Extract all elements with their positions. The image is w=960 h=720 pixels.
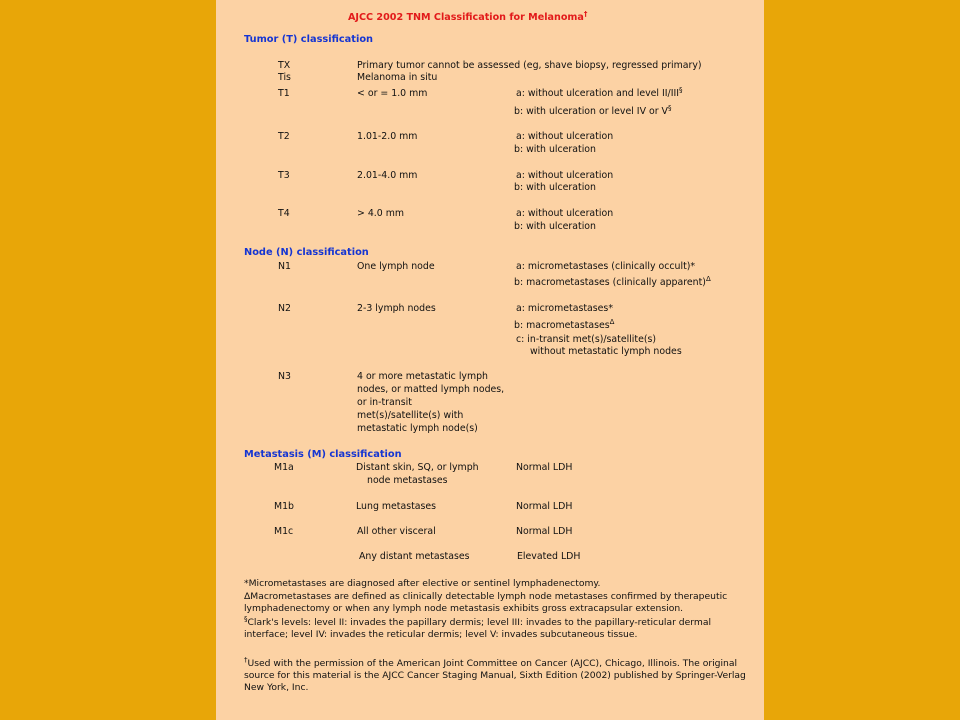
row-sub-b-t3: b: with ulceration bbox=[514, 182, 596, 193]
row-desc-t1: < or = 1.0 mm bbox=[357, 88, 428, 99]
row-sub-c-n2: c: in-transit met(s)/satellite(s) bbox=[516, 334, 657, 345]
row-desc-t2: 1.01-2.0 mm bbox=[357, 131, 418, 142]
section-mark: § bbox=[244, 615, 248, 623]
row-ldh-m1c: Normal LDH bbox=[516, 526, 573, 537]
row-sub-b-n2 bbox=[514, 320, 614, 332]
sub-b-text: b: with ulceration or level IV or V bbox=[514, 106, 668, 117]
delta-mark: Δ bbox=[609, 318, 615, 326]
row-desc-n3-line2: nodes, or matted lymph nodes, bbox=[357, 384, 505, 395]
row-sub-a-n1: a: micrometastases (clinically occult)* bbox=[516, 261, 696, 272]
title-dagger-mark: † bbox=[583, 10, 588, 18]
row-code-t4: T4 bbox=[278, 208, 290, 219]
row-sub-a-t4: a: without ulceration bbox=[516, 208, 614, 219]
row-code-t3: T3 bbox=[278, 170, 290, 181]
row-desc-m1c: All other visceral bbox=[357, 526, 436, 537]
row-code-m1a: M1a bbox=[274, 462, 294, 473]
row-desc-t4: > 4.0 mm bbox=[357, 208, 404, 219]
delta-mark: Δ bbox=[244, 591, 251, 602]
row-sub-a-t3: a: without ulceration bbox=[516, 170, 614, 181]
footnote-macrometastases bbox=[244, 591, 754, 615]
row-desc2-m1a: node metastases bbox=[367, 475, 448, 486]
delta-mark: Δ bbox=[705, 275, 711, 283]
section-mark: § bbox=[667, 104, 672, 112]
row-desc-n3-line4: met(s)/satellite(s) with bbox=[357, 410, 464, 421]
row-code-tis: Tis bbox=[278, 72, 291, 83]
row-code-n1: N1 bbox=[278, 261, 291, 272]
row-desc-n1: One lymph node bbox=[357, 261, 435, 272]
row-code-t2: T2 bbox=[278, 131, 290, 142]
row-code-t1: T1 bbox=[278, 88, 290, 99]
dagger-mark: † bbox=[244, 656, 248, 664]
row-desc-tis: Melanoma in situ bbox=[357, 72, 438, 83]
footnote-permission-text: Used with the permission of the American Joint Committee on Cancer (AJCC), Chicago, Illinois. The original source for this material is the AJCC Cancer Staging Manual, Sixth Edition (2002) published by Springer-Verlag New York, Inc. bbox=[244, 658, 746, 693]
sub-b-text: b: macrometastases bbox=[514, 320, 610, 331]
row-desc-m1b: Lung metastases bbox=[356, 501, 437, 512]
page-title bbox=[348, 12, 587, 24]
sub-b-text: b: macrometastases (clinically apparent) bbox=[514, 277, 706, 288]
footnote-clark-levels bbox=[244, 617, 754, 641]
row-sub-c2-n2: without metastatic lymph nodes bbox=[530, 346, 682, 357]
row-ldh-any-distant: Elevated LDH bbox=[517, 551, 581, 562]
row-desc-tx: Primary tumor cannot be assessed (eg, shave biopsy, regressed primary) bbox=[357, 60, 702, 71]
footnote-micrometastases: *Micrometastases are diagnosed after elective or sentinel lymphadenectomy. bbox=[244, 578, 601, 589]
row-sub-b-t4: b: with ulceration bbox=[514, 221, 596, 232]
title-text: AJCC 2002 TNM Classification for Melanoma bbox=[348, 12, 584, 23]
row-code-n3: N3 bbox=[278, 371, 291, 382]
document-page bbox=[216, 0, 764, 720]
row-sub-a-n2: a: micrometastases* bbox=[516, 303, 614, 314]
row-ldh-m1b: Normal LDH bbox=[516, 501, 573, 512]
row-sub-a-t2: a: without ulceration bbox=[516, 131, 614, 142]
row-sub-b-t1 bbox=[514, 106, 671, 118]
section-mark: § bbox=[679, 86, 683, 94]
row-desc-t3: 2.01-4.0 mm bbox=[357, 170, 418, 181]
row-desc-any-distant: Any distant metastases bbox=[359, 551, 470, 562]
row-code-n2: N2 bbox=[278, 303, 291, 314]
row-ldh-m1a: Normal LDH bbox=[516, 462, 573, 473]
row-desc-n3-line1: 4 or more metastatic lymph bbox=[357, 371, 488, 382]
row-sub-a-t1 bbox=[516, 88, 683, 100]
sub-a-text: a: without ulceration and level II/III bbox=[516, 88, 679, 99]
row-desc-n3-line3: or in-transit bbox=[357, 397, 412, 408]
footnote-permission bbox=[244, 658, 754, 694]
section-heading-metastasis: Metastasis (M) classification bbox=[244, 449, 402, 460]
row-desc-n2: 2-3 lymph nodes bbox=[357, 303, 436, 314]
row-desc-m1a: Distant skin, SQ, or lymph bbox=[356, 462, 479, 473]
row-code-m1b: M1b bbox=[274, 501, 295, 512]
section-heading-node: Node (N) classification bbox=[244, 247, 369, 258]
footnote-clark-text: Clark's levels: level II: invades the papillary dermis; level III: invades to the papillary-reticular dermal interface; level IV: invades the reticular dermis; level V: invades subcutaneous tissue. bbox=[244, 617, 712, 640]
row-code-tx: TX bbox=[278, 60, 291, 71]
row-code-m1c: M1c bbox=[274, 526, 294, 537]
row-desc-n3-line5: metastatic lymph node(s) bbox=[357, 423, 478, 434]
section-heading-tumor: Tumor (T) classification bbox=[244, 34, 374, 45]
row-sub-b-t2: b: with ulceration bbox=[514, 144, 596, 155]
row-sub-b-n1 bbox=[514, 277, 711, 289]
footnote-macro-text: Macrometastases are defined as clinically detectable lymph node metastases confirmed by therapeutic lymphadenectomy or when any lymph node metastasis exhibits gross extracapsular extension. bbox=[244, 591, 728, 614]
